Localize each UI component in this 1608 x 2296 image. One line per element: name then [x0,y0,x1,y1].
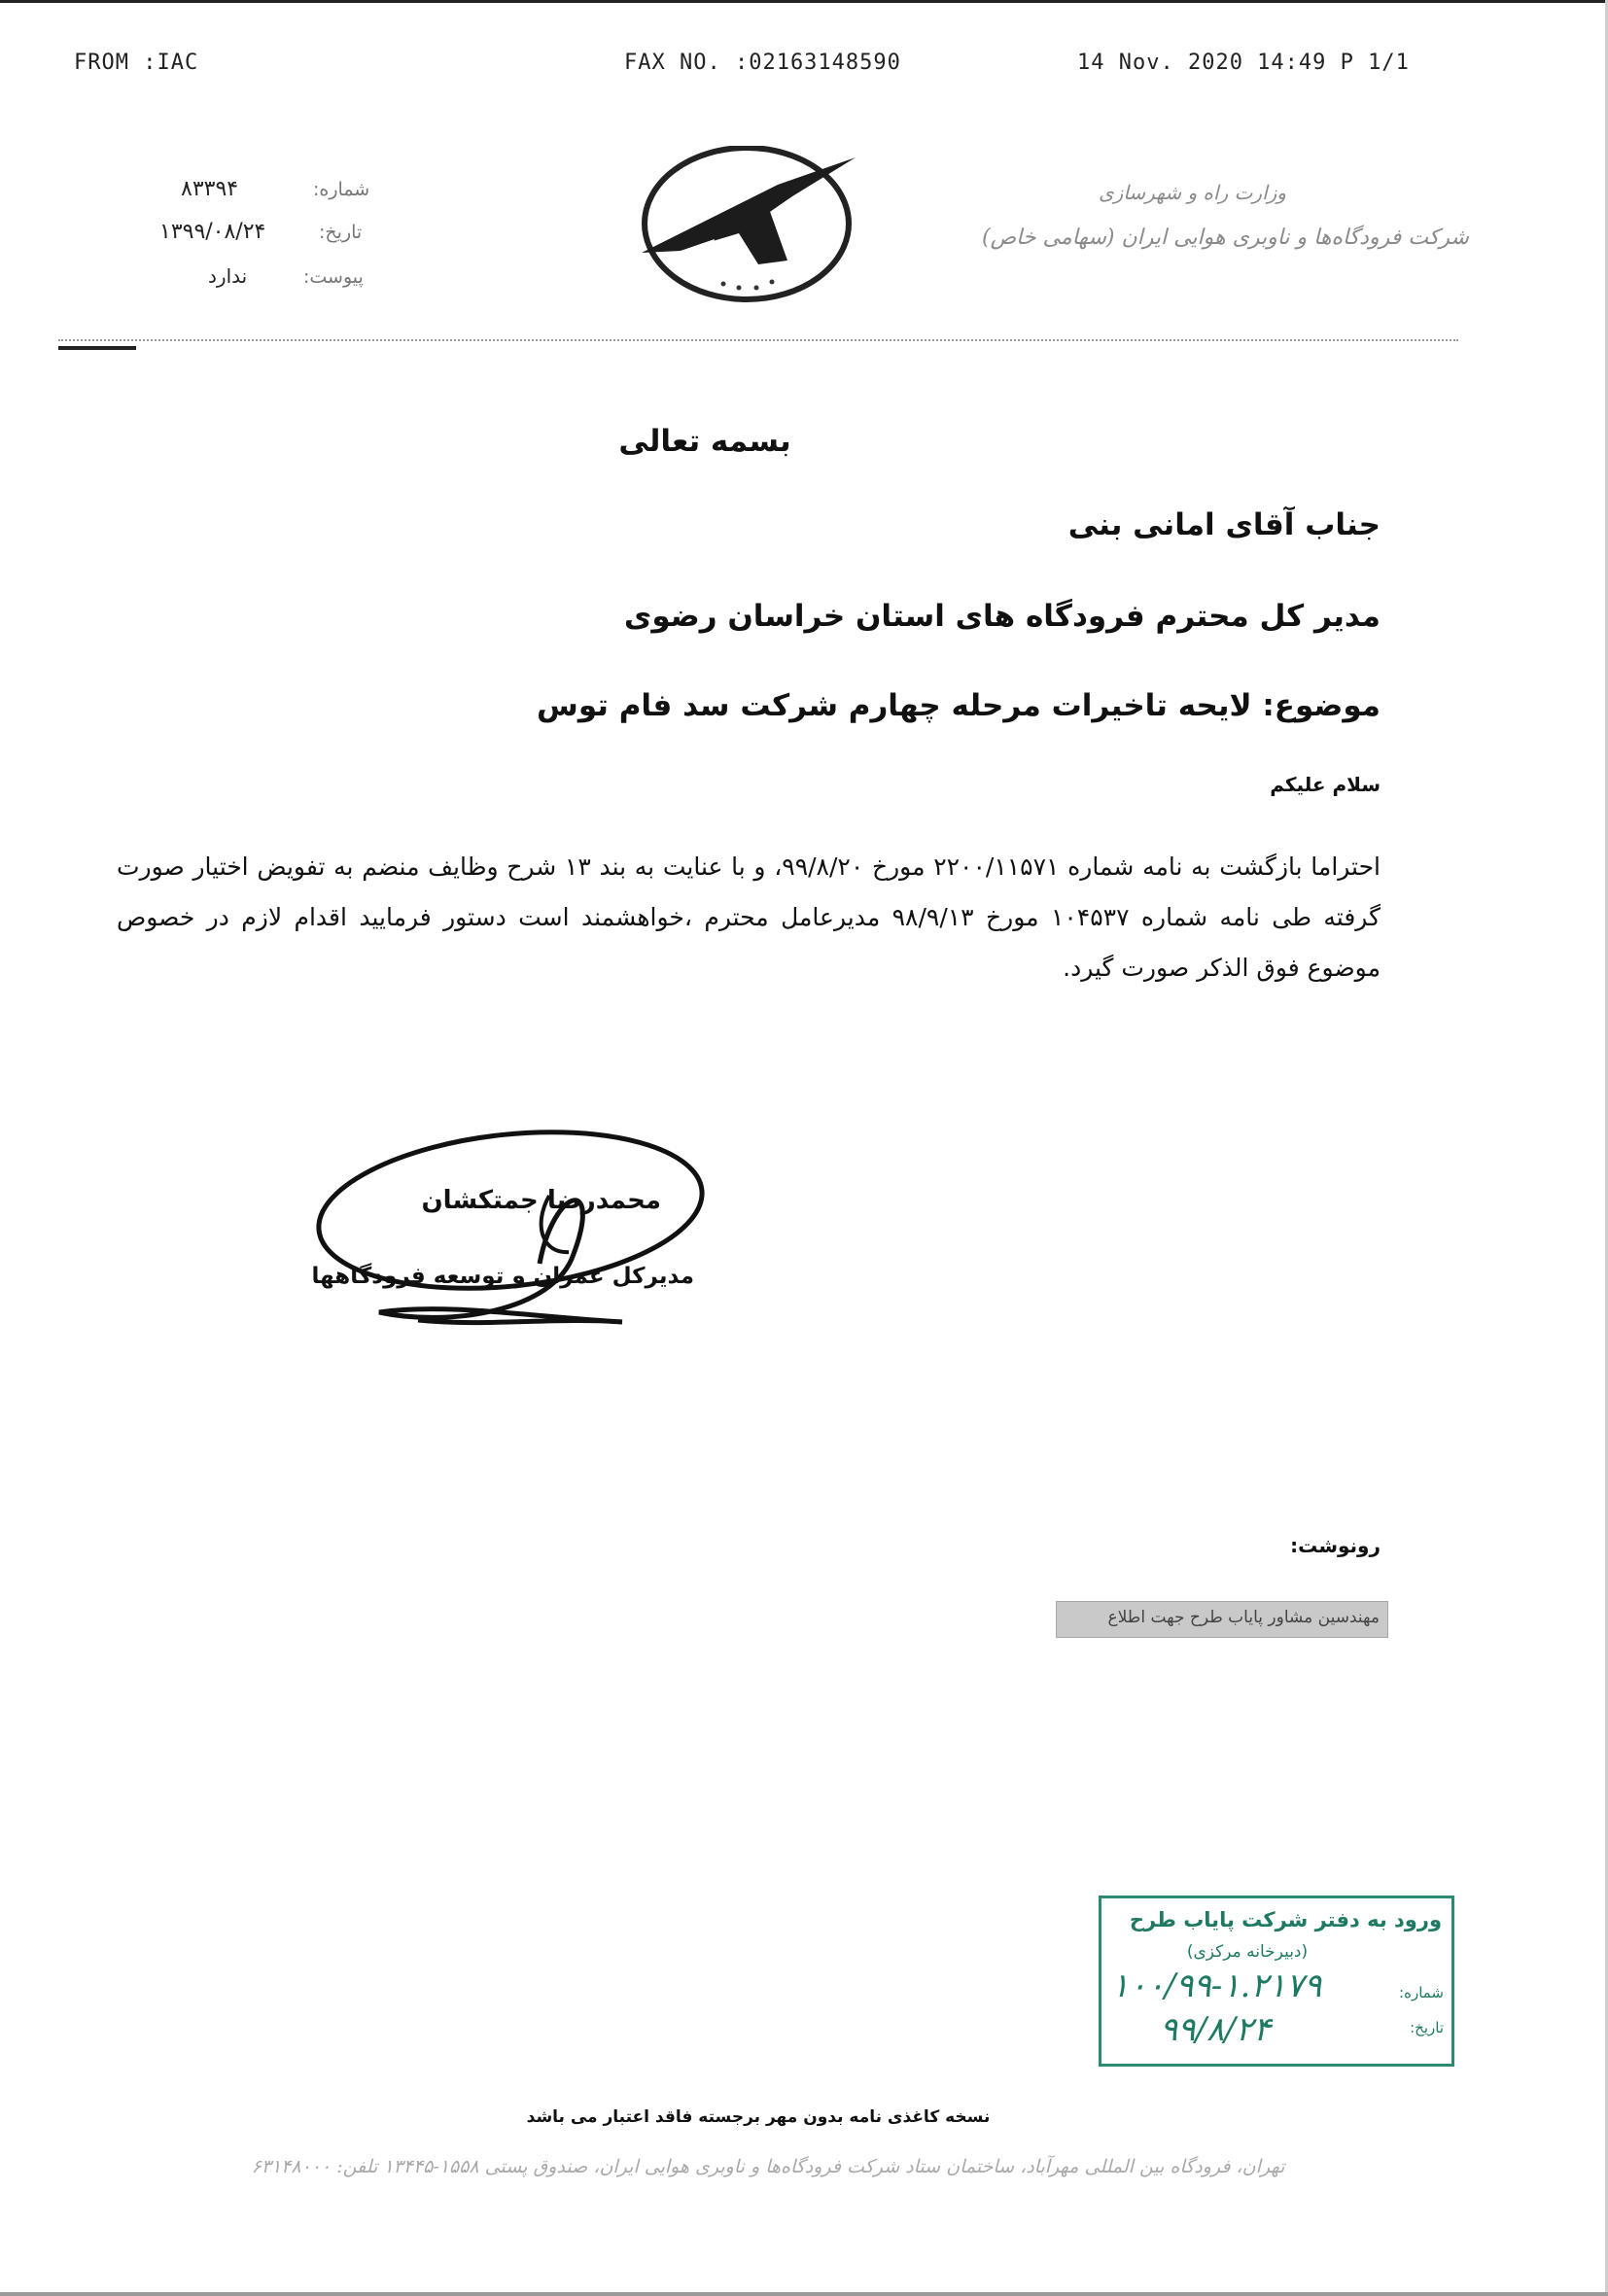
stamp-date-label: تاریخ: [1410,2019,1444,2036]
fax-datetime: 14 Nov. 2020 14:49 P 1/1 [1077,51,1410,75]
letterhead-divider [58,339,1458,341]
fax-number: FAX NO. :02163148590 [624,51,901,75]
letter-date-label: تاریخ: [319,222,363,243]
fax-mark [58,346,136,350]
stamp-number-label: شماره: [1399,1984,1444,2001]
receipt-stamp [1099,1896,1454,2067]
greeting: سلام علیکم [1270,773,1381,796]
letter-number: ۸۳۳۹۴ [181,177,239,201]
airports-company-logo [622,146,865,311]
stamp-subtitle: (دبیرخانه مرکزی) [1186,1942,1309,1962]
footer-address: تهران، فرودگاه بین المللی مهرآباد، ساختمان ستاد شرکت فرودگاه‌ها و ناوبری هوایی ایران، صندوق پستی ۱۵۵۸-۱۳۴۴۵ تلفن: ۶۳۱۴۸۰۰۰ [251,2156,1285,2177]
handwritten-signature [311,1118,739,1351]
letter-attachment-label: پیوست: [303,266,364,288]
page-bottom-border [0,2292,1608,2296]
company-name: شرکت فرودگاه‌ها و ناوبری هوایی ایران (سهامی خاص) [982,226,1469,250]
letter-attachment: ندارد [208,264,248,288]
cc-entry: مهندسین مشاور پایاب طرح جهت اطلاع [1107,1608,1380,1627]
letter-body: احتراما بازگشت به نامه شماره ۲۲۰۰/۱۱۵۷۱ مورخ ۹۹/۸/۲۰، و با عنایت به بند ۱۳ شرح وظایف منضم به تفویض اختیار صورت گرفته طی نامه شماره ۱۰۴۵۳۷ مورخ ۹۸/۹/۱۳ مدیرعامل محترم ،خواهشمند است دستور فرمایید اقدام لازم در خصوص موضوع فوق الذکر صورت گیرد. [117,852,1381,982]
ministry-name: وزارت راه و شهرسازی [1099,181,1286,204]
signatory-title: مدیرکل عمران و توسعه فرودگاهها [311,1264,694,1289]
signatory-name: محمدرضا جمتکشان [421,1186,661,1215]
signature-block [311,1118,739,1351]
stamp-number: ۱۰۰/۹۹-۱.۲۱۷۹ [1111,1966,1322,2005]
letter-number-label: شماره: [313,179,370,200]
validity-note: نسخه کاغذی نامه بدون مهر برجسته فاقد اعتبار می باشد [526,2107,991,2127]
recipient-title: مدیر کل محترم فرودگاه های استان خراسان رضوی [623,599,1381,634]
cc-label: رونوشت: [1290,1534,1381,1557]
stamp-title: ورود به دفتر شرکت پایاب طرح [1129,1908,1442,1931]
letter-subject: موضوع: لایحه تاخیرات مرحله چهارم شرکت سد فام توس [537,688,1381,723]
page-top-border [0,0,1608,3]
fax-from: FROM :IAC [74,51,199,75]
cc-entry-box [1056,1601,1388,1638]
stamp-date: ۹۹/۸/۲۴ [1160,2010,1272,2049]
recipient-name: جناب آقای امانی بنی [1067,507,1381,542]
letter-date: ۱۳۹۹/۰۸/۲۴ [159,220,266,244]
invocation-heading: بسمه تعالی [618,424,791,459]
